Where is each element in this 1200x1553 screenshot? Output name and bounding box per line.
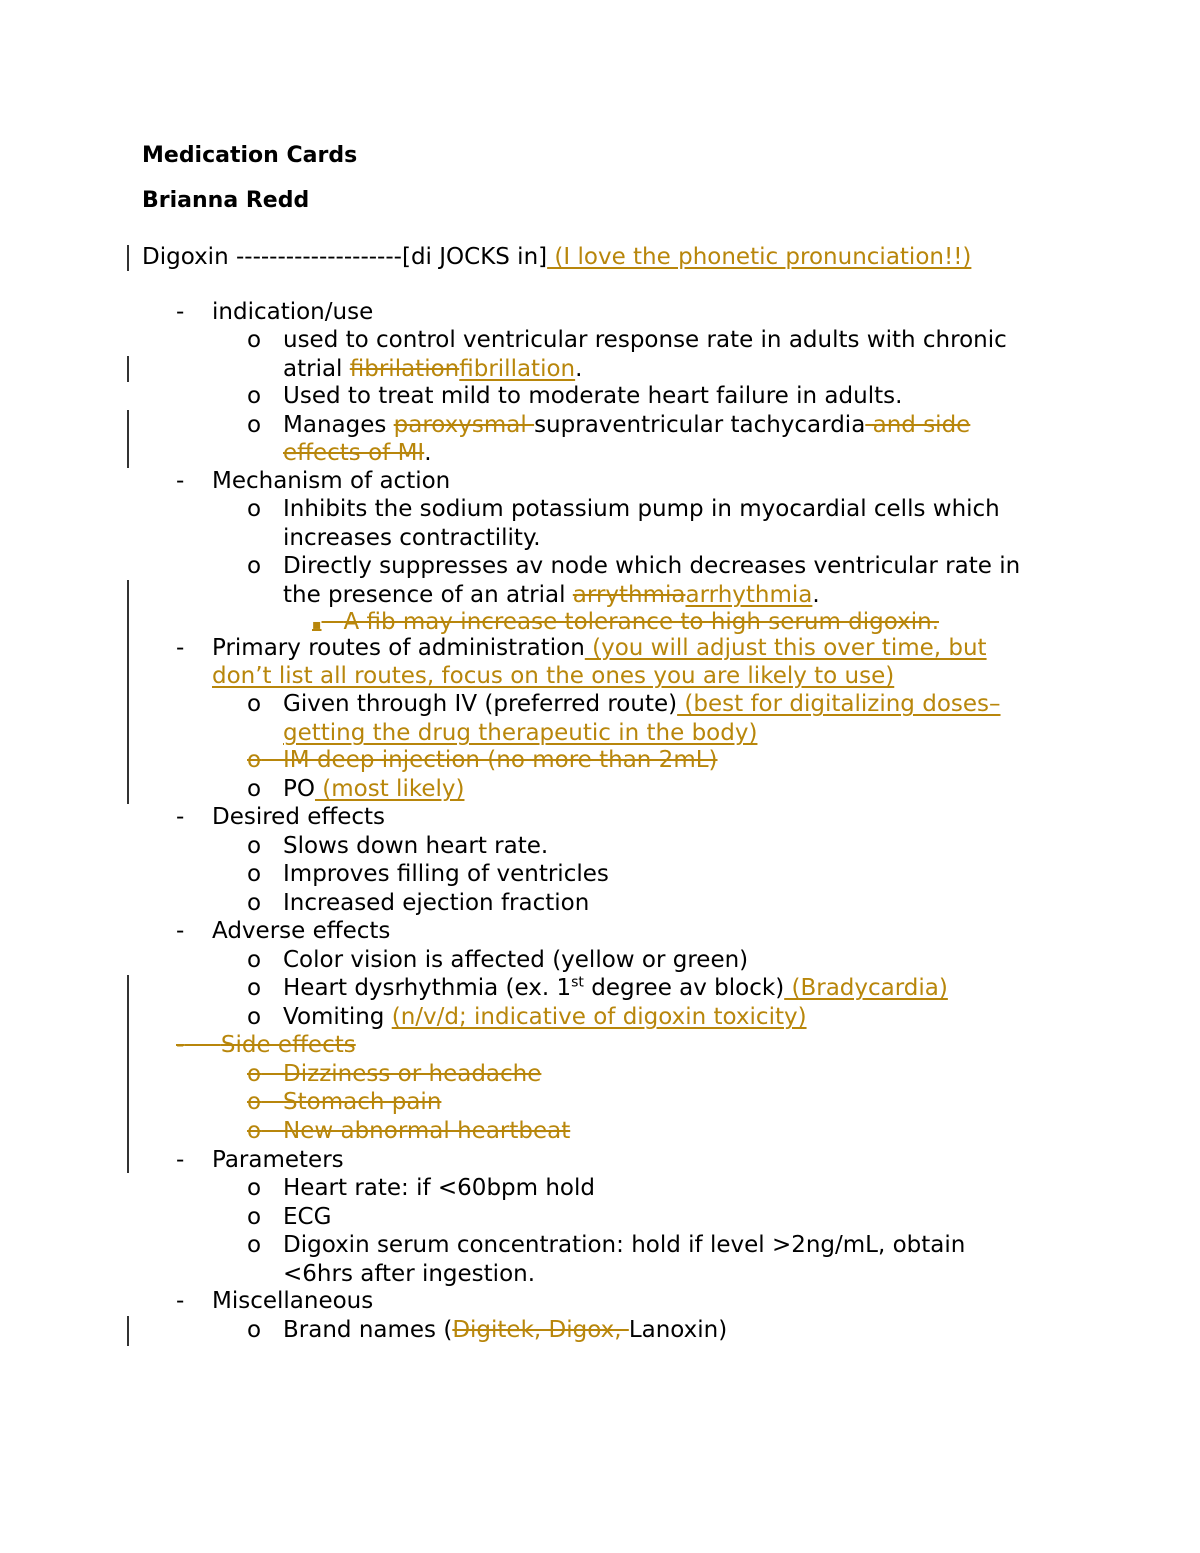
list-item-continuation: increases contractility. xyxy=(283,525,541,551)
circle-bullet: o xyxy=(247,833,262,859)
list-item: Improves filling of ventricles xyxy=(283,861,609,887)
circle-bullet: o xyxy=(247,1004,262,1030)
dash-bullet: - xyxy=(176,1288,185,1314)
change-bar xyxy=(127,1316,129,1346)
deleted-list-item: o Stomach pain xyxy=(247,1089,442,1115)
drug-pronunciation: [di JOCKS in] xyxy=(401,244,548,270)
reviewer-comment-continuation: don’t list all routes, focus on the ones you are likely to use) xyxy=(212,663,895,689)
circle-bullet: o xyxy=(247,1204,262,1230)
list-item: ECG xyxy=(283,1204,332,1230)
circle-bullet: o xyxy=(247,412,262,438)
list-item-continuation: atrial fibrilationfibrillation. xyxy=(283,356,583,382)
deleted-text: Digitek, Digox, xyxy=(452,1317,629,1343)
section-heading-mechanism: Mechanism of action xyxy=(212,468,451,494)
change-bar xyxy=(127,410,129,468)
square-bullet: ▪ xyxy=(312,617,322,633)
list-item: Brand names (Digitek, Digox, Lanoxin) xyxy=(283,1317,728,1343)
deleted-list-item: o Dizziness or headache xyxy=(247,1061,542,1087)
deleted-text: effects of MI xyxy=(283,440,425,466)
change-bar xyxy=(127,580,129,804)
dash-bullet: - xyxy=(176,1147,185,1173)
dash-bullet: - xyxy=(176,1032,185,1058)
deleted-text: fibrilation xyxy=(349,356,460,382)
dash-bullet: - xyxy=(176,635,185,661)
deleted-section-heading: - Side effects xyxy=(176,1032,356,1058)
circle-bullet: o xyxy=(247,1118,262,1144)
section-heading-misc: Miscellaneous xyxy=(212,1288,374,1314)
deleted-text: paroxysmal xyxy=(393,412,535,438)
deleted-list-item: o IM deep injection (no more than 2mL) xyxy=(247,747,718,773)
list-item: Directly suppresses av node which decreases ventricular rate in xyxy=(283,553,1021,579)
list-item: Heart rate: if <60bpm hold xyxy=(283,1175,595,1201)
circle-bullet: o xyxy=(247,947,262,973)
deleted-text: arrythmia xyxy=(572,582,686,608)
circle-bullet: o xyxy=(247,1232,262,1258)
change-bar xyxy=(127,975,129,1173)
list-item: Given through IV (preferred route) (best for digitalizing doses– xyxy=(283,691,1001,717)
circle-bullet: o xyxy=(247,327,262,353)
circle-bullet: o xyxy=(247,553,262,579)
list-item-continuation: the presence of an atrial arrythmiaarrhythmia. xyxy=(283,582,820,608)
circle-bullet: o xyxy=(247,1089,262,1115)
section-heading-desired: Desired effects xyxy=(212,804,386,830)
circle-bullet: o xyxy=(247,1317,262,1343)
circle-bullet: o xyxy=(247,861,262,887)
circle-bullet: o xyxy=(247,747,262,773)
dash-bullet: - xyxy=(176,804,185,830)
dash-bullet: - xyxy=(176,299,185,325)
drug-dashes: -------------------- xyxy=(228,244,402,270)
list-item: Inhibits the sodium potassium pump in myocardial cells which xyxy=(283,496,1000,522)
reviewer-comment: (most likely) xyxy=(314,776,465,802)
change-bar xyxy=(127,356,129,382)
list-item-continuation: effects of MI. xyxy=(283,440,432,466)
inserted-text: arrhythmia xyxy=(685,582,813,608)
list-item: PO (most likely) xyxy=(283,776,465,802)
reviewer-comment: (I love the phonetic pronunciation!!) xyxy=(547,244,972,270)
dash-bullet: - xyxy=(176,918,185,944)
reviewer-comment-continuation: getting the drug therapeutic in the body) xyxy=(283,720,758,746)
dash-bullet: - xyxy=(176,468,185,494)
author-name: Brianna Redd xyxy=(142,188,310,213)
circle-bullet: o xyxy=(247,691,262,717)
reviewer-comment: (best for digitalizing doses– xyxy=(677,691,1001,717)
circle-bullet: o xyxy=(247,890,262,916)
reviewer-comment: (Bradycardia) xyxy=(784,975,948,1001)
deleted-list-item: o New abnormal heartbeat xyxy=(247,1118,571,1144)
circle-bullet: o xyxy=(247,1175,262,1201)
document-title: Medication Cards xyxy=(142,143,358,168)
change-bar xyxy=(127,245,129,271)
list-item: Slows down heart rate. xyxy=(283,833,549,859)
circle-bullet: o xyxy=(247,1061,262,1087)
section-heading-indication: indication/use xyxy=(212,299,374,325)
list-item: Vomiting (n/v/d; indicative of digoxin toxicity) xyxy=(283,1004,807,1030)
list-item: used to control ventricular response rate in adults with chronic xyxy=(283,327,1007,353)
list-item-continuation: <6hrs after ingestion. xyxy=(283,1261,536,1287)
list-item: Color vision is affected (yellow or green) xyxy=(283,947,749,973)
list-item: Used to treat mild to moderate heart failure in adults. xyxy=(283,383,903,409)
list-item: Digoxin serum concentration: hold if level >2ng/mL, obtain xyxy=(283,1232,966,1258)
section-heading-parameters: Parameters xyxy=(212,1147,344,1173)
list-item: Manages paroxysmal supraventricular tachycardia and side xyxy=(283,412,971,438)
reviewer-comment: (n/v/d; indicative of digoxin toxicity) xyxy=(391,1004,807,1030)
circle-bullet: o xyxy=(247,975,262,1001)
section-heading-adverse: Adverse effects xyxy=(212,918,391,944)
circle-bullet: o xyxy=(247,776,262,802)
deleted-text: and side xyxy=(865,412,971,438)
deleted-sub-item: ▪ A fib may increase tolerance to high serum digoxin. xyxy=(312,609,940,635)
list-item: Increased ejection fraction xyxy=(283,890,590,916)
circle-bullet: o xyxy=(247,496,262,522)
circle-bullet: o xyxy=(247,383,262,409)
inserted-text: fibrillation xyxy=(459,356,576,382)
drug-name: Digoxin xyxy=(142,244,229,270)
drug-heading xyxy=(142,243,971,272)
reviewer-comment: (you will adjust this over time, but xyxy=(584,635,987,661)
section-heading-routes: Primary routes of administration (you will adjust this over time, but xyxy=(212,635,987,661)
list-item: Heart dysrhythmia (ex. 1st degree av block) (Bradycardia) xyxy=(283,974,948,1001)
